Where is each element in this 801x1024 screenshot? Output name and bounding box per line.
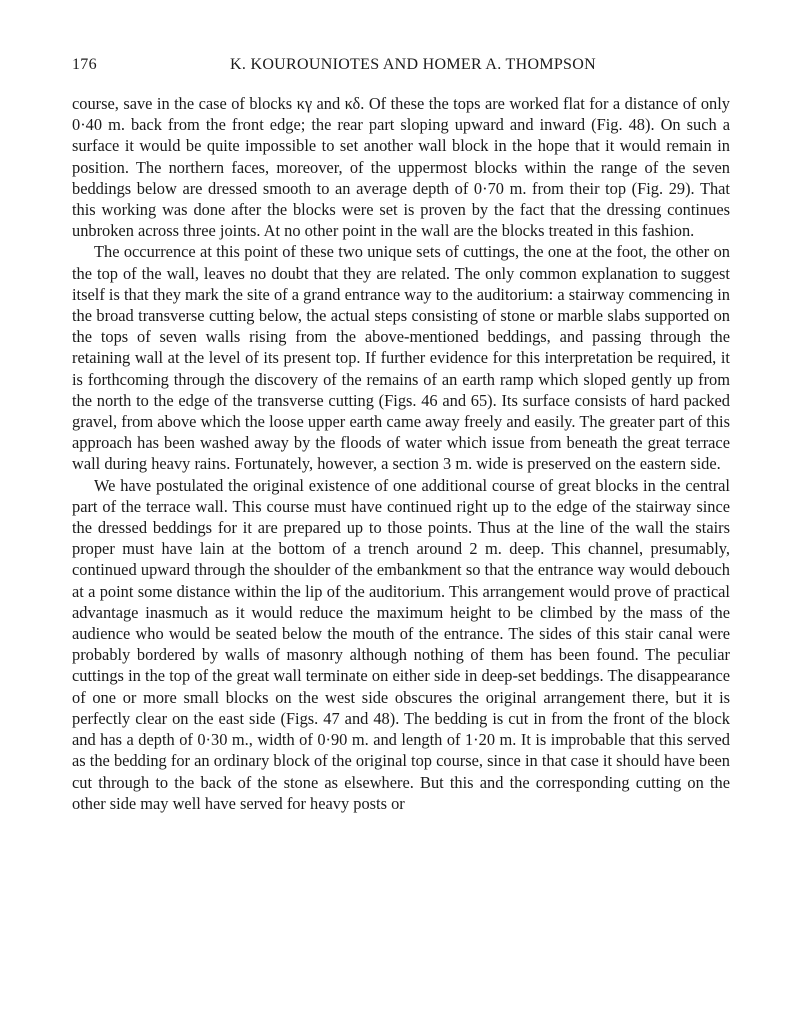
paragraph-2: The occurrence at this point of these two unique sets of cuttings, the one at the foot, the other on the top of the wall, leaves no doubt that they are related. The only common explanation to suggest itself is that they mark the site of a grand entrance way to the auditorium: a stairway commencing in the broad transverse cutting below, the actual steps consisting of stone or marble slabs supported on the tops of seven walls rising from the above-mentioned beddings, and passing through the retaining wall at the level of its present top. If further evidence for this interpretation be required, it is forthcoming through the discovery of the remains of an earth ramp which sloped gently up from the north to the edge of the transverse cutting (Figs. 46 and 65). Its surface consists of hard packed gravel, from above which the loose upper earth came away freely and easily. The greater part of this approach has been washed away by the floods of water which issue from beneath the great terrace wall during heavy rains. Fortunately, however, a section 3 m. wide is preserved on the eastern side.	[72, 242, 730, 474]
running-head: K. KOUROUNIOTES AND HOMER A. THOMPSON	[230, 56, 596, 73]
page-header	[72, 56, 730, 82]
paragraph-3: We have postulated the original existence of one additional course of great blocks in the central part of the terrace wall. This course must have continued right up to the edge of the stairway since the dressed beddings for it are prepared up to those points. Thus at the line of the wall the stairs proper must have lain at the bottom of a trench around 2 m. deep. This channel, presumably, continued upward through the shoulder of the embankment so that the entrance way would debouch at a point some distance within the lip of the auditorium. This arrangement would prove of practical advantage inasmuch as it would reduce the maximum height to be climbed by the mass of the audience who would be seated below the mouth of the entrance. The sides of this stair canal were probably bordered by walls of masonry although nothing of them has been found. The peculiar cuttings in the top of the great wall terminate on either side in deep-set beddings. The disappearance of one or more small blocks on the west side obscures the original arrangement there, but it is perfectly clear on the east side (Figs. 47 and 48). The bedding is cut in from the front of the block and has a depth of 0·30 m., width of 0·90 m. and length of 1·20 m. It is improbable that this served as the bedding for an ordinary block of the original top course, since in that case it should have been cut through to the back of the stone as elsewhere. But this and the corresponding cutting on the other side may well have served for heavy posts or	[72, 475, 730, 813]
page	[72, 56, 730, 814]
page-number: 176	[72, 56, 97, 73]
body-text	[72, 93, 730, 814]
paragraph-1: course, save in the case of blocks κγ and κδ. Of these the tops are worked flat for a distance of only 0·40 m. back from the front edge; the rear part sloping upward and inward (Fig. 48). On such a surface it would be quite impossible to set another wall block in the hope that it would remain in position. The northern faces, moreover, of the uppermost blocks within the range of the seven beddings below are dressed smooth to an average depth of 0·70 m. from their top (Fig. 29). That this working was done after the blocks were set is proven by the fact that the dressing continues unbroken across three joints. At no other point in the wall are the blocks treated in this fashion.	[72, 94, 730, 241]
